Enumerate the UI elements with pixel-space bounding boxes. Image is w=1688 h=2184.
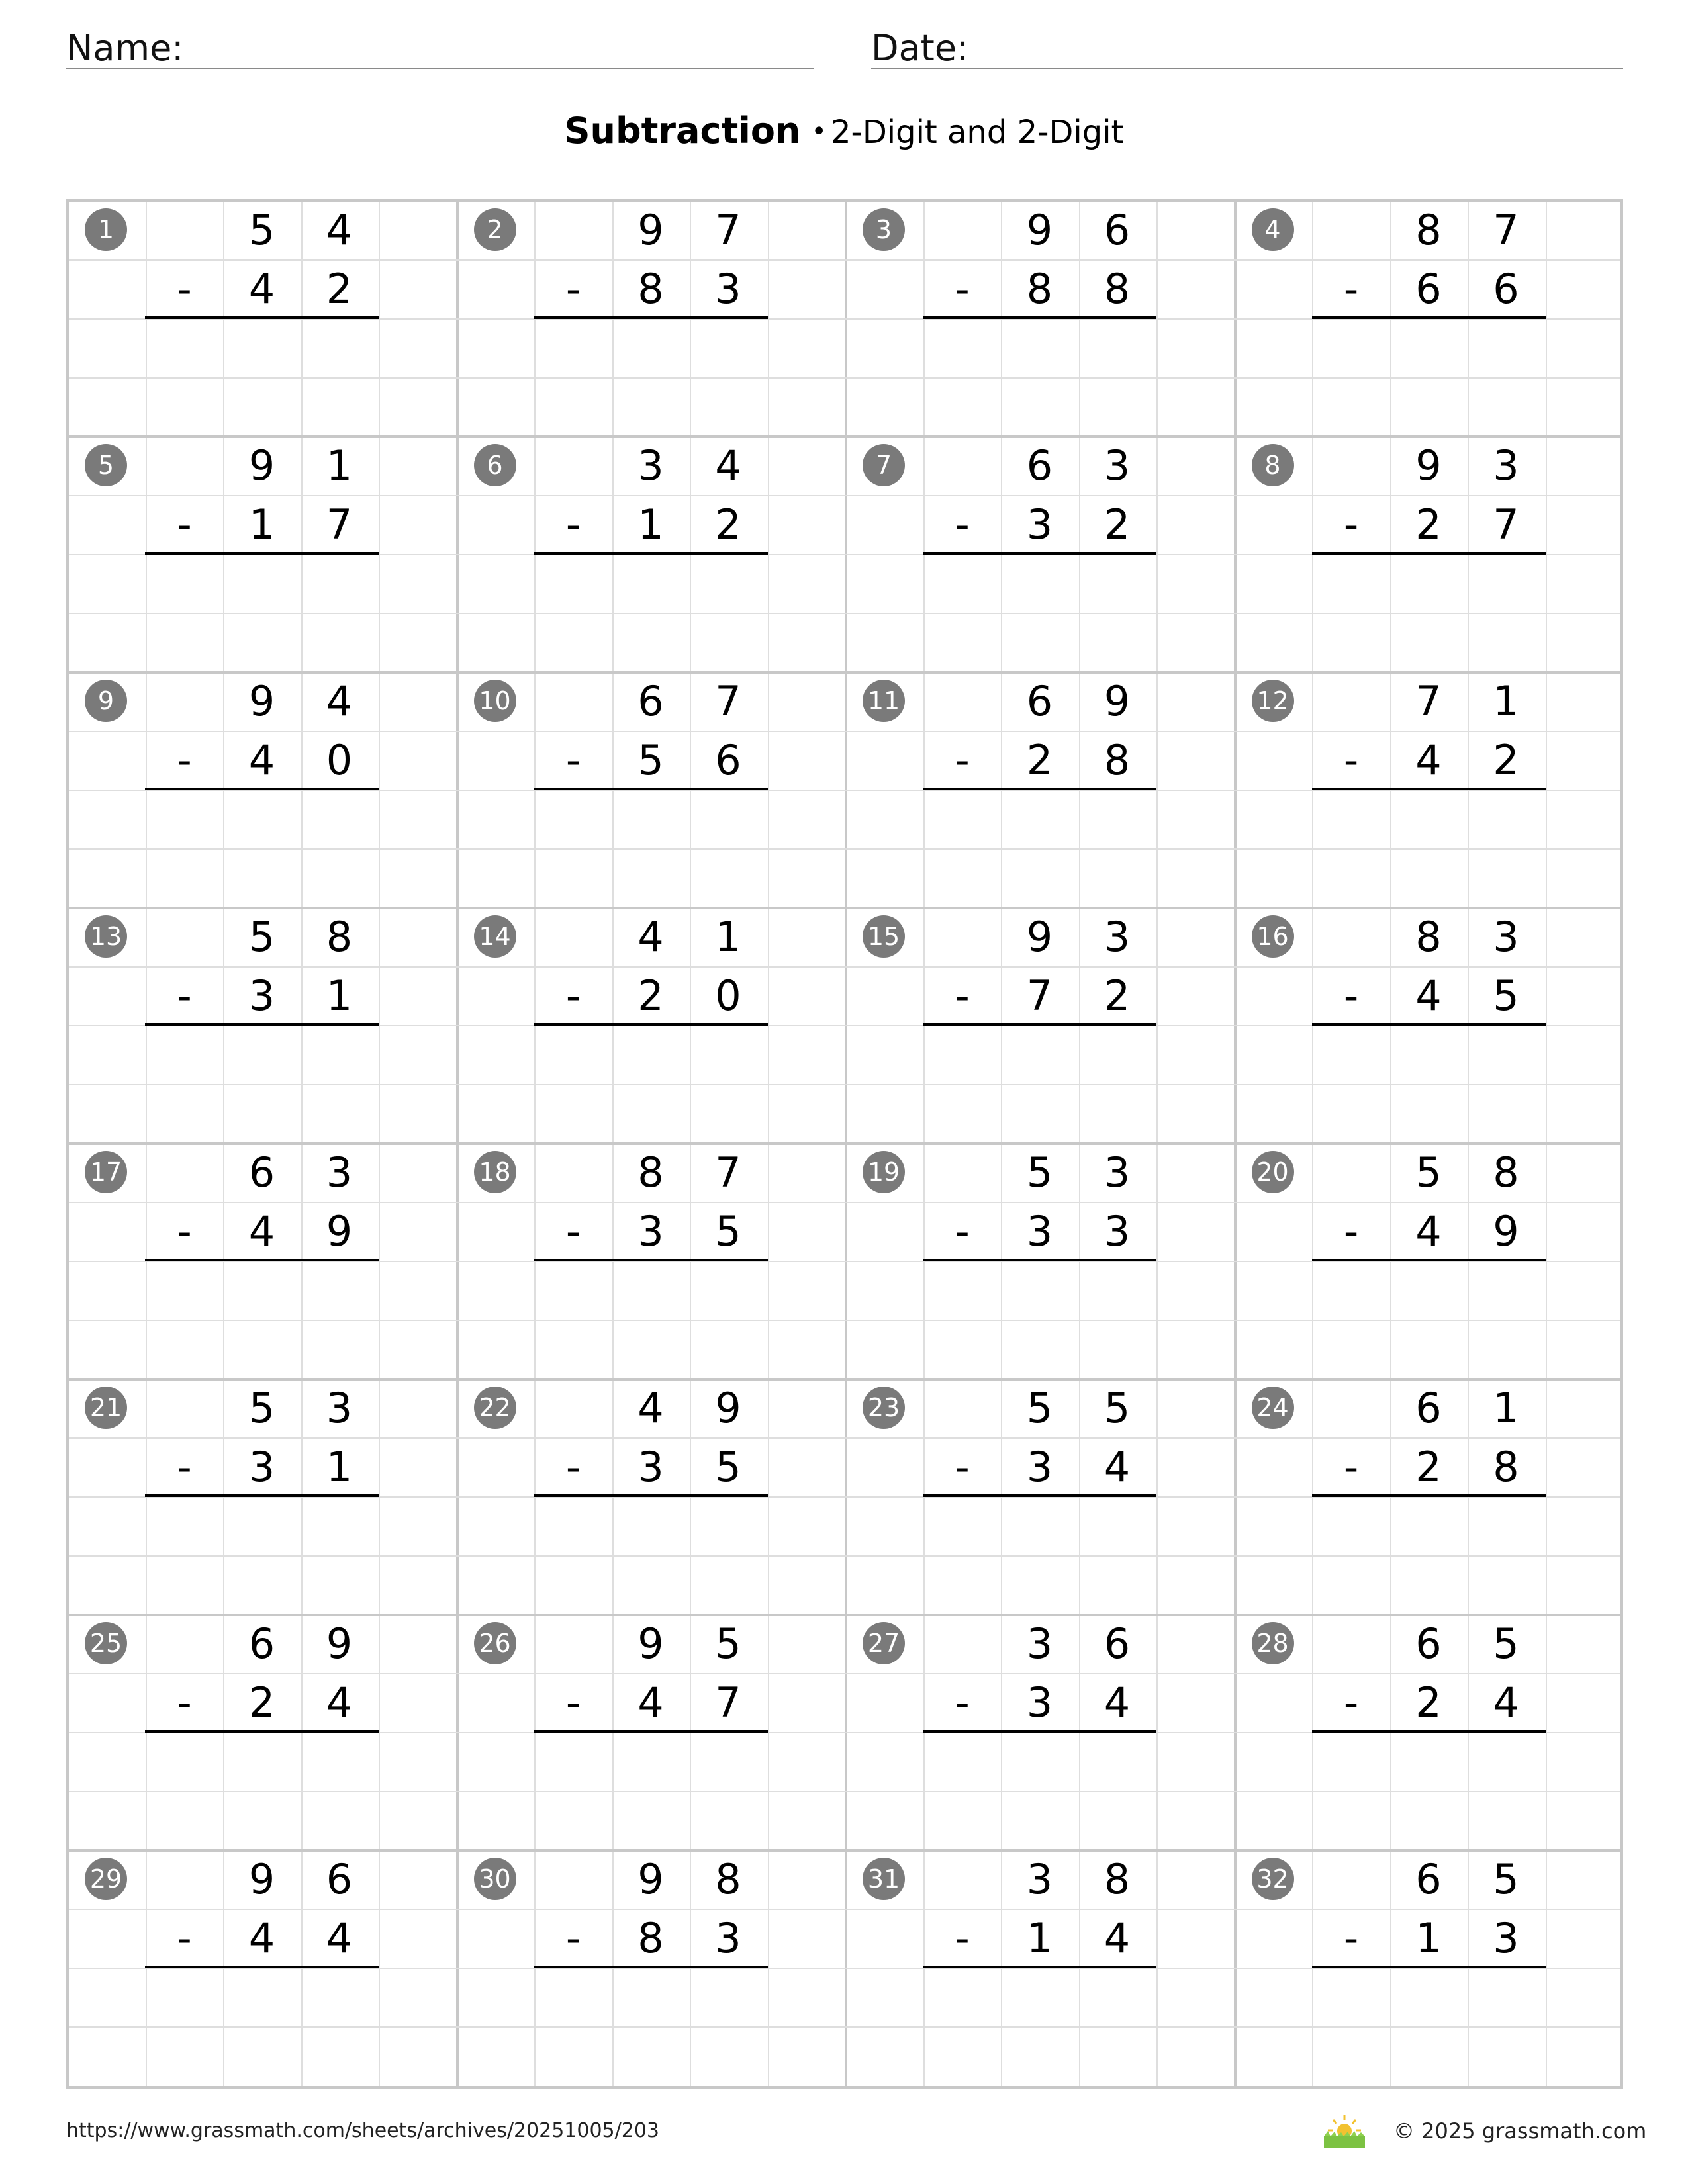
subtraction-problem (845, 436, 1235, 672)
minuend-ones-digit: 3 (1103, 441, 1131, 490)
answer-rule (923, 1494, 1156, 1497)
subtraction-problem (1235, 436, 1624, 672)
subtraction-problem (457, 672, 846, 907)
answer-rule (534, 552, 768, 555)
subtrahend-ones-digit: 7 (326, 500, 353, 549)
subtrahend-ones-digit: 3 (715, 265, 741, 313)
subtrahend-ones-digit: 4 (1103, 1678, 1131, 1727)
subtrahend-tens-digit: 4 (248, 736, 275, 784)
problem-number-badge: 15 (863, 915, 905, 958)
problem-number-badge: 3 (863, 208, 905, 251)
subtraction-problem (1235, 672, 1624, 907)
minuend-ones-digit: 8 (326, 913, 353, 961)
minuend-tens-digit: 5 (248, 206, 275, 254)
answer-rule (145, 552, 379, 555)
minuend-ones-digit: 3 (326, 1148, 353, 1197)
minuend-tens-digit: 5 (1026, 1384, 1053, 1432)
minuend-tens-digit: 6 (637, 677, 664, 725)
minuend-ones-digit: 3 (1493, 441, 1519, 490)
subtraction-problem (457, 1143, 846, 1379)
minus-sign: - (1343, 1443, 1359, 1491)
minuend-ones-digit: 9 (326, 1619, 353, 1668)
minuend-ones-digit: 3 (326, 1384, 353, 1432)
minus-sign: - (177, 972, 192, 1020)
subtrahend-ones-digit: 2 (1493, 736, 1519, 784)
problem-number-badge: 30 (474, 1858, 516, 1900)
minus-sign: - (955, 972, 970, 1020)
page-title (0, 105, 1688, 161)
answer-rule (923, 1730, 1156, 1733)
subtrahend-tens-digit: 8 (1026, 265, 1053, 313)
minus-sign: - (565, 972, 581, 1020)
subtraction-problem (845, 1614, 1235, 1850)
minus-sign: - (1343, 1914, 1359, 1962)
problem-number-badge: 10 (474, 680, 516, 722)
subtrahend-ones-digit: 1 (326, 1443, 353, 1491)
problem-number-badge: 12 (1252, 680, 1294, 722)
subtrahend-ones-digit: 2 (1103, 500, 1131, 549)
answer-rule (923, 1259, 1156, 1261)
problem-number-badge: 7 (863, 444, 905, 486)
answer-rule (923, 1966, 1156, 1968)
subtraction-problem (457, 1379, 846, 1614)
subtrahend-tens-digit: 4 (1415, 736, 1442, 784)
subtraction-problem (1235, 1143, 1624, 1379)
minus-sign: - (1343, 736, 1359, 784)
minuend-tens-digit: 4 (637, 1384, 664, 1432)
problem-number-badge: 25 (85, 1622, 127, 1664)
subtraction-problem (1235, 1379, 1624, 1614)
subtraction-problem (68, 201, 457, 436)
minuend-ones-digit: 5 (1493, 1619, 1519, 1668)
subtrahend-ones-digit: 9 (326, 1207, 353, 1255)
minuend-tens-digit: 9 (248, 1855, 275, 1903)
subtrahend-ones-digit: 2 (715, 500, 741, 549)
answer-rule (534, 1730, 768, 1733)
minuend-ones-digit: 1 (1493, 677, 1519, 725)
minuend-tens-digit: 8 (637, 1148, 664, 1197)
minuend-ones-digit: 6 (1103, 1619, 1131, 1668)
subtraction-problem (845, 201, 1235, 436)
subtraction-problem (68, 1850, 457, 2085)
minus-sign: - (955, 1678, 970, 1727)
minus-sign: - (1343, 500, 1359, 549)
subtraction-problem (68, 1614, 457, 1850)
minus-sign: - (177, 736, 192, 784)
subtrahend-tens-digit: 2 (1415, 500, 1442, 549)
problem-number-badge: 4 (1252, 208, 1294, 251)
minuend-ones-digit: 9 (1103, 677, 1131, 725)
minus-sign: - (1343, 972, 1359, 1020)
minus-sign: - (177, 1207, 192, 1255)
subtrahend-ones-digit: 1 (326, 972, 353, 1020)
answer-rule (145, 1494, 379, 1497)
subtrahend-ones-digit: 5 (715, 1443, 741, 1491)
minuend-ones-digit: 8 (715, 1855, 741, 1903)
minuend-ones-digit: 8 (1493, 1148, 1519, 1197)
subtraction-problem (845, 1850, 1235, 2085)
subtrahend-ones-digit: 0 (326, 736, 353, 784)
problem-number-badge: 2 (474, 208, 516, 251)
minus-sign: - (955, 265, 970, 313)
problem-number-badge: 16 (1252, 915, 1294, 958)
subtraction-problem (1235, 1850, 1624, 2085)
subtrahend-tens-digit: 3 (1026, 500, 1053, 549)
answer-rule (1312, 1730, 1546, 1733)
subtrahend-ones-digit: 3 (715, 1914, 741, 1962)
subtrahend-tens-digit: 4 (1415, 1207, 1442, 1255)
answer-rule (923, 316, 1156, 319)
minuend-ones-digit: 5 (1493, 1855, 1519, 1903)
minuend-ones-digit: 6 (326, 1855, 353, 1903)
minuend-tens-digit: 6 (248, 1148, 275, 1197)
name-label: Name: (66, 27, 184, 69)
name-line (66, 68, 814, 69)
problem-number-badge: 27 (863, 1622, 905, 1664)
answer-rule (145, 1259, 379, 1261)
minuend-tens-digit: 6 (1026, 441, 1053, 490)
minus-sign: - (565, 1914, 581, 1962)
subtrahend-tens-digit: 8 (637, 265, 664, 313)
minus-sign: - (565, 1443, 581, 1491)
subtrahend-ones-digit: 4 (1103, 1443, 1131, 1491)
subtrahend-ones-digit: 4 (1103, 1914, 1131, 1962)
subtrahend-tens-digit: 2 (1415, 1443, 1442, 1491)
minus-sign: - (565, 1678, 581, 1727)
subtraction-problem (1235, 201, 1624, 436)
problem-number-badge: 13 (85, 915, 127, 958)
subtraction-problem (68, 1143, 457, 1379)
answer-rule (1312, 788, 1546, 790)
subtrahend-tens-digit: 1 (1026, 1914, 1053, 1962)
subtraction-problem (68, 1379, 457, 1614)
subtrahend-tens-digit: 3 (1026, 1443, 1053, 1491)
date-line (871, 68, 1623, 69)
minuend-tens-digit: 8 (1415, 206, 1442, 254)
minus-sign: - (1343, 265, 1359, 313)
minuend-ones-digit: 4 (326, 206, 353, 254)
minuend-ones-digit: 3 (1493, 913, 1519, 961)
subtraction-problem (68, 436, 457, 672)
subtrahend-tens-digit: 2 (1415, 1678, 1442, 1727)
minus-sign: - (1343, 1678, 1359, 1727)
minuend-ones-digit: 8 (1103, 1855, 1131, 1903)
minuend-ones-digit: 6 (1103, 206, 1131, 254)
problem-number-badge: 8 (1252, 444, 1294, 486)
worksheet-grid (66, 199, 1623, 2089)
answer-rule (1312, 1966, 1546, 1968)
problem-number-badge: 5 (85, 444, 127, 486)
minuend-tens-digit: 8 (1415, 913, 1442, 961)
subtrahend-tens-digit: 1 (1415, 1914, 1442, 1962)
minuend-ones-digit: 7 (715, 206, 741, 254)
problem-number-badge: 29 (85, 1858, 127, 1900)
problem-number-badge: 28 (1252, 1622, 1294, 1664)
subtraction-problem (457, 907, 846, 1143)
subtrahend-ones-digit: 0 (715, 972, 741, 1020)
subtraction-problem (68, 672, 457, 907)
subtrahend-ones-digit: 3 (1103, 1207, 1131, 1255)
minuend-ones-digit: 7 (1493, 206, 1519, 254)
minuend-tens-digit: 9 (1026, 913, 1053, 961)
title-subtitle: 2-Digit and 2-Digit (830, 114, 1124, 151)
minuend-tens-digit: 6 (1415, 1619, 1442, 1668)
footer-copyright: © 2025 grassmath.com (1393, 2118, 1647, 2144)
problem-number-badge: 9 (85, 680, 127, 722)
subtraction-problem (68, 907, 457, 1143)
minuend-tens-digit: 3 (1026, 1855, 1053, 1903)
answer-rule (145, 1730, 379, 1733)
subtrahend-tens-digit: 5 (637, 736, 664, 784)
minuend-tens-digit: 6 (1415, 1384, 1442, 1432)
subtrahend-tens-digit: 6 (1415, 265, 1442, 313)
minuend-ones-digit: 7 (715, 677, 741, 725)
answer-rule (1312, 1259, 1546, 1261)
minus-sign: - (955, 736, 970, 784)
problem-number-badge: 31 (863, 1858, 905, 1900)
subtrahend-tens-digit: 2 (1026, 736, 1053, 784)
minuend-tens-digit: 5 (1026, 1148, 1053, 1197)
problem-number-badge: 26 (474, 1622, 516, 1664)
minuend-ones-digit: 1 (326, 441, 353, 490)
subtraction-problem (845, 1143, 1235, 1379)
subtrahend-tens-digit: 3 (1026, 1207, 1053, 1255)
subtrahend-tens-digit: 8 (637, 1914, 664, 1962)
answer-rule (1312, 552, 1546, 555)
subtrahend-ones-digit: 7 (1493, 500, 1519, 549)
subtraction-problem (457, 1850, 846, 2085)
minuend-tens-digit: 9 (248, 441, 275, 490)
answer-rule (534, 1023, 768, 1026)
minus-sign: - (177, 1443, 192, 1491)
problem-number-badge: 23 (863, 1387, 905, 1429)
subtrahend-tens-digit: 3 (637, 1443, 664, 1491)
footer-url: https://www.grassmath.com/sheets/archives/20251005/203 (66, 2119, 660, 2142)
title-separator: • (811, 116, 827, 147)
subtrahend-ones-digit: 9 (1493, 1207, 1519, 1255)
minuend-tens-digit: 9 (248, 677, 275, 725)
subtrahend-tens-digit: 4 (248, 1207, 275, 1255)
subtrahend-ones-digit: 3 (1493, 1914, 1519, 1962)
grass-sun-logo-icon (1321, 2111, 1368, 2151)
minuend-tens-digit: 9 (637, 1619, 664, 1668)
subtrahend-tens-digit: 2 (248, 1678, 275, 1727)
subtraction-problem (845, 907, 1235, 1143)
minus-sign: - (955, 500, 970, 549)
minuend-ones-digit: 1 (715, 913, 741, 961)
subtrahend-ones-digit: 2 (1103, 972, 1131, 1020)
minus-sign: - (177, 1914, 192, 1962)
answer-rule (534, 1966, 768, 1968)
problem-number-badge: 17 (85, 1151, 127, 1193)
subtrahend-tens-digit: 1 (248, 500, 275, 549)
subtrahend-ones-digit: 4 (326, 1678, 353, 1727)
problem-number-badge: 22 (474, 1387, 516, 1429)
minuend-tens-digit: 9 (637, 206, 664, 254)
subtrahend-tens-digit: 3 (248, 1443, 275, 1491)
answer-rule (923, 1023, 1156, 1026)
minuend-tens-digit: 4 (637, 913, 664, 961)
subtrahend-tens-digit: 1 (637, 500, 664, 549)
subtrahend-ones-digit: 4 (326, 1914, 353, 1962)
minuend-ones-digit: 7 (715, 1148, 741, 1197)
subtraction-problem (1235, 1614, 1624, 1850)
answer-rule (534, 316, 768, 319)
problem-number-badge: 20 (1252, 1151, 1294, 1193)
minuend-tens-digit: 6 (1026, 677, 1053, 725)
subtrahend-tens-digit: 2 (637, 972, 664, 1020)
minuend-ones-digit: 4 (326, 677, 353, 725)
subtraction-problem (1235, 907, 1624, 1143)
subtrahend-ones-digit: 8 (1103, 736, 1131, 784)
problem-number-badge: 21 (85, 1387, 127, 1429)
minus-sign: - (177, 500, 192, 549)
problem-number-badge: 6 (474, 444, 516, 486)
minuend-tens-digit: 9 (1415, 441, 1442, 490)
subtrahend-ones-digit: 8 (1493, 1443, 1519, 1491)
answer-rule (534, 1259, 768, 1261)
minuend-ones-digit: 9 (715, 1384, 741, 1432)
answer-rule (145, 316, 379, 319)
minus-sign: - (177, 265, 192, 313)
subtrahend-ones-digit: 6 (1493, 265, 1519, 313)
minus-sign: - (955, 1443, 970, 1491)
minus-sign: - (177, 1678, 192, 1727)
minuend-tens-digit: 5 (1415, 1148, 1442, 1197)
subtrahend-ones-digit: 2 (326, 265, 353, 313)
subtraction-problem (457, 201, 846, 436)
date-label: Date: (871, 27, 969, 69)
minuend-tens-digit: 7 (1415, 677, 1442, 725)
subtrahend-tens-digit: 4 (248, 265, 275, 313)
problem-number-badge: 18 (474, 1151, 516, 1193)
problem-number-badge: 24 (1252, 1387, 1294, 1429)
subtrahend-ones-digit: 6 (715, 736, 741, 784)
answer-rule (1312, 1023, 1546, 1026)
minuend-tens-digit: 3 (1026, 1619, 1053, 1668)
problem-number-badge: 19 (863, 1151, 905, 1193)
subtrahend-tens-digit: 4 (637, 1678, 664, 1727)
subtrahend-ones-digit: 7 (715, 1678, 741, 1727)
minus-sign: - (565, 1207, 581, 1255)
minuend-ones-digit: 3 (1103, 1148, 1131, 1197)
answer-rule (145, 1023, 379, 1026)
minuend-ones-digit: 5 (1103, 1384, 1131, 1432)
subtrahend-tens-digit: 4 (1415, 972, 1442, 1020)
subtrahend-tens-digit: 3 (1026, 1678, 1053, 1727)
answer-rule (145, 788, 379, 790)
subtrahend-ones-digit: 5 (1493, 972, 1519, 1020)
minus-sign: - (955, 1914, 970, 1962)
subtrahend-tens-digit: 4 (248, 1914, 275, 1962)
problem-number-badge: 11 (863, 680, 905, 722)
minus-sign: - (1343, 1207, 1359, 1255)
minus-sign: - (565, 736, 581, 784)
subtrahend-tens-digit: 3 (248, 972, 275, 1020)
subtraction-problem (845, 672, 1235, 907)
answer-rule (534, 788, 768, 790)
minus-sign: - (955, 1207, 970, 1255)
minuend-tens-digit: 5 (248, 913, 275, 961)
problem-number-badge: 1 (85, 208, 127, 251)
problem-number-badge: 32 (1252, 1858, 1294, 1900)
answer-rule (1312, 316, 1546, 319)
subtraction-problem (457, 436, 846, 672)
answer-rule (923, 552, 1156, 555)
subtrahend-ones-digit: 4 (1493, 1678, 1519, 1727)
subtrahend-ones-digit: 5 (715, 1207, 741, 1255)
minuend-tens-digit: 6 (248, 1619, 275, 1668)
minuend-ones-digit: 1 (1493, 1384, 1519, 1432)
minuend-tens-digit: 6 (1415, 1855, 1442, 1903)
minuend-ones-digit: 3 (1103, 913, 1131, 961)
minuend-ones-digit: 5 (715, 1619, 741, 1668)
minuend-tens-digit: 5 (248, 1384, 275, 1432)
minus-sign: - (565, 500, 581, 549)
minuend-ones-digit: 4 (715, 441, 741, 490)
minuend-tens-digit: 9 (637, 1855, 664, 1903)
subtraction-problem (845, 1379, 1235, 1614)
answer-rule (1312, 1494, 1546, 1497)
answer-rule (534, 1494, 768, 1497)
minus-sign: - (565, 265, 581, 313)
answer-rule (923, 788, 1156, 790)
subtrahend-ones-digit: 8 (1103, 265, 1131, 313)
subtraction-problem (457, 1614, 846, 1850)
minuend-tens-digit: 3 (637, 441, 664, 490)
subtrahend-tens-digit: 3 (637, 1207, 664, 1255)
problem-number-badge: 14 (474, 915, 516, 958)
minuend-tens-digit: 9 (1026, 206, 1053, 254)
subtrahend-tens-digit: 7 (1026, 972, 1053, 1020)
title-main: Subtraction (564, 110, 801, 152)
answer-rule (145, 1966, 379, 1968)
